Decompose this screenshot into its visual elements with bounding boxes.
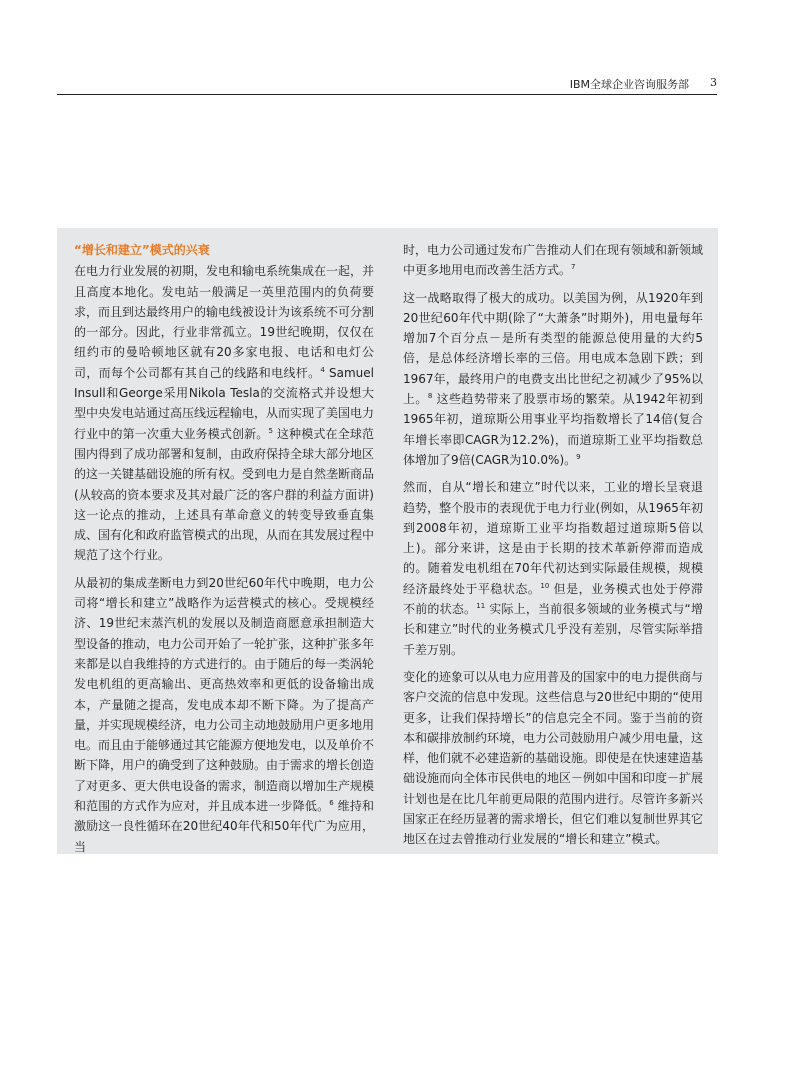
paragraph [403,288,703,471]
paragraph-text: 变化的迹象可以从电力应用普及的国家中的电力提供商与客户交流的信息中发现。这些信息与20世纪中期的“使用更多，让我们保持增长”的信息完全不同。鉴于当前的资本和碳排放制约环境，电力公司鼓励用户减少用电量，这样，他们就不必建造新的基础设施。即使是在快速建造基础设施而向全体市民供电的地区－例如中国和印度－扩展计划也是在比几年前更局限的范围内进行。尽管许多新兴国家正在经历显著的需求增长，但它们难以复制世界其它地区在过去曾推动行业发展的“增长和建立”模式。 [403,669,704,847]
footnote-ref: 11 [476,602,486,611]
section-heading: “增长和建立”模式的兴衰 [74,243,210,257]
paragraph-text: 这种模式在全球范围内得到了成功部署和复制，由政府保持全球大部分地区的这一关键基础设施的所有权。受到电力是自然垄断商品(从较高的资本要求及其对最广泛的客户群的利益方面讲)这一论点的推动，上述具有革命意义的转变导致垂直集成、国有化和政府监管模式的出现，从而在其发展过程中规范了这个行业。 [74,426,375,563]
footnote-ref: 8 [427,392,433,401]
paragraph [403,477,703,660]
paragraph-text: 维持和激励这一良性循环在20世纪40年代和50年代广为应用，当 [74,799,374,854]
footnote-ref: 5 [268,426,273,435]
footnote-ref: 10 [540,581,550,590]
paragraph [74,573,374,857]
left-column [74,240,374,864]
paragraph [74,261,374,565]
footnote-ref: 7 [571,263,576,272]
sidebar-box [57,228,718,854]
paragraph-text: 这一战略取得了极大的成功。以美国为例，从1920年到20世纪60年代中期(除了“大萧条”时期外)，用电量每年增加7个百分点－是所有类型的能源总使用量的大约5倍，是总体经济增长率的三倍。用电成本急剧下跌；到1967年，最终用户的电费支出比世纪之初减少了95%以上。 [403,290,703,407]
paragraph-text: 在电力行业发展的初期，发电和输电系统集成在一起，并且高度本地化。发电站一般满足一英里范围内的负荷要求，而且到达最终用户的输电线被设计为该系统不可分割的一部分。因此，行业非常孤立。19世纪晚期，仅仅在纽约市的曼哈顿地区就有20多家电报、电话和电灯公司，而每个公司都有其自己的线路和电线杆。 [74,264,375,380]
paragraph [403,240,703,281]
paragraph-text: Samuel Insull和George采用Nikola Tesla的交流格式并设想大型中央发电站通过高压线远程输电，从而实现了美国电力行业中的第一次重大业务模式创新。 [74,365,375,441]
paragraph-text: 时，电力公司通过发布广告推动人们在现有领域和新领域中更多地用电而改善生活方式。 [403,243,704,278]
paragraph-text: 这些趋势带来了股票市场的繁荣。从1942年初到1965年初，道琼斯公用事业平均指数增长了14倍(复合年增长率即CAGR为12.2%)，而道琼斯工业平均指数总体增加了9倍(CAGR为10.0%)。 [403,392,703,467]
page-header [57,70,717,95]
paragraph-text: 从最初的集成垄断电力到20世纪60年代中晚期，电力公司将“增长和建立”战略作为运营模式的核心。受规模经济、19世纪末蒸汽机的发展以及制造商愿意承担制造大型设备的推动，电力公司开始了一轮扩张，这种扩张多年来都是以自我维持的方式进行的。由于随后的每一类涡轮发电机组的更高输出、更高热效率和更低的设备输出成本，产量随之提高，发电成本却不断下降。为了提高产量，并实现规模经济，电力公司主动地鼓励用户更多地用电。而且由于能够通过其它能源方便地发电，以及单价不断下降，用户的确受到了这种鼓励。由于需求的增长创造了对更多、更大供电设备的需求，制造商以增加生产规模和范围的方式作为应对，并且成本进一步降低。 [74,575,375,814]
right-column [403,240,703,857]
page-number: 3 [710,76,717,89]
paragraph-text: 但是，业务模式也处于停滞不前的状态。 [403,581,703,617]
paragraph-text: 实际上，当前很多领域的业务模式与“增长和建立”时代的业务模式几乎没有差别，尽管实际举措千差万别。 [403,602,703,657]
footnote-ref: 9 [576,452,581,461]
header-title: IBM全球企业咨询服务部 [569,78,689,91]
footnote-ref: 6 [329,799,334,808]
paragraph [403,667,703,850]
paragraph-text: 然而，自从“增长和建立”时代以来，工业的增长呈衰退趋势，整个股市的表现优于电力行业(例如，从1965年初到2008年初，道琼斯工业平均指数超过道琼斯5倍以上)。部分来讲，这是由于长期的技术革新停滞而造成的。随着发电机组在70年代初达到实际最佳规模，规模经济最终处于平稳状态。 [403,480,703,596]
footnote-ref: 4 [320,365,325,374]
